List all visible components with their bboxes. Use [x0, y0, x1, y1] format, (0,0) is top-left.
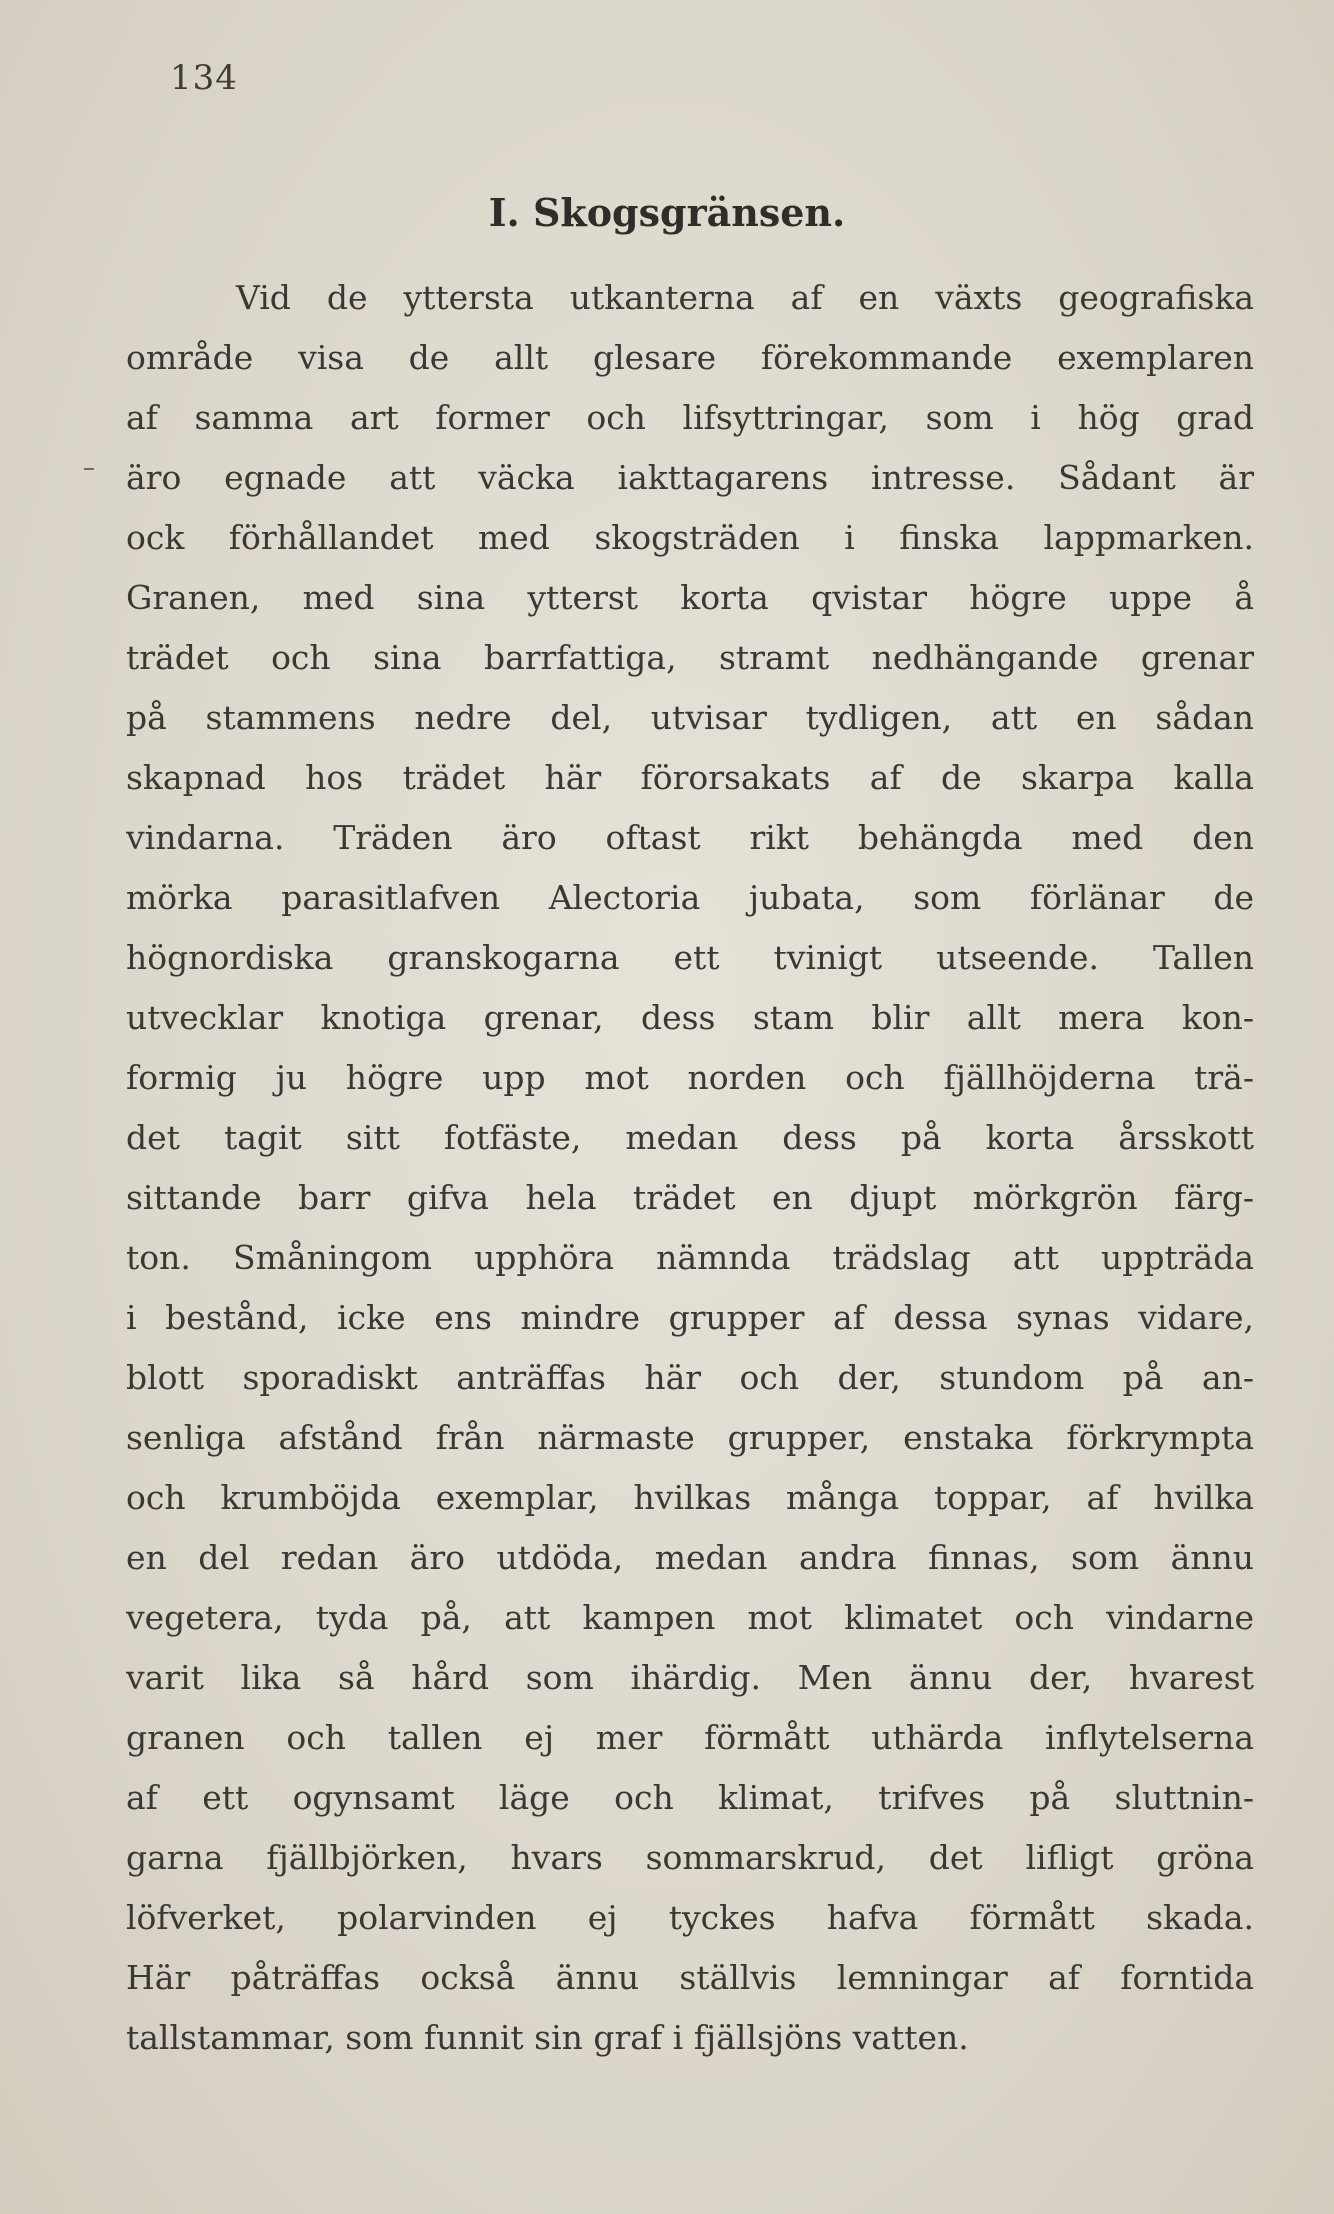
text-line: granen och tallen ej mer förmått uthärda inflytelserna [126, 1718, 1254, 1757]
text-line: sittande barr gifva hela trädet en djupt mörkgrön färg- [126, 1178, 1254, 1217]
margin-mark [84, 468, 94, 470]
text-line: af samma art former och lifsyttringar, som i hög grad [126, 398, 1254, 437]
text-line: löfverket, polarvinden ej tyckes hafva förmått skada. [126, 1898, 1254, 1937]
text-line: af ett ogynsamt läge och klimat, trifves på sluttnin- [126, 1778, 1254, 1817]
text-line: i bestånd, icke ens mindre grupper af dessa synas vidare, [126, 1298, 1254, 1337]
text-line: formig ju högre upp mot norden och fjällhöjderna trä- [126, 1058, 1254, 1097]
text-line: skapnad hos trädet här förorsakats af de skarpa kalla [126, 758, 1254, 797]
text-line: ock förhållandet med skogsträden i finska lappmarken. [126, 518, 1254, 557]
text-line: varit lika så hård som ihärdig. Men ännu der, hvarest [126, 1658, 1254, 1697]
text-line: trädet och sina barrfattiga, stramt nedhängande grenar [126, 638, 1254, 677]
section-heading: I. Skogsgränsen. [488, 190, 846, 235]
text-line: ton. Småningom upphöra nämnda trädslag att uppträda [126, 1238, 1254, 1277]
text-line: senliga afstånd från närmaste grupper, enstaka förkrympta [126, 1418, 1254, 1457]
text-line: tallstammar, som funnit sin graf i fjällsjöns vatten. [126, 2018, 969, 2057]
text-line: utvecklar knotiga grenar, dess stam blir allt mera kon- [126, 998, 1254, 1037]
text-line: Vid de yttersta utkanterna af en växts geografiska [236, 278, 1254, 317]
text-line: vegetera, tyda på, att kampen mot klimatet och vindarne [126, 1598, 1254, 1637]
text-line: det tagit sitt fotfäste, medan dess på korta årsskott [126, 1118, 1254, 1157]
text-line: högnordiska granskogarna ett tvinigt utseende. Tallen [126, 938, 1254, 977]
text-line: mörka parasitlafven Alectoria jubata, som förlänar de [126, 878, 1254, 917]
text-line: blott sporadiskt anträffas här och der, stundom på an- [126, 1358, 1254, 1397]
page-number: 134 [170, 58, 238, 98]
text-line: vindarna. Träden äro oftast rikt behängda med den [126, 818, 1254, 857]
text-line: en del redan äro utdöda, medan andra finnas, som ännu [126, 1538, 1254, 1577]
text-line: Granen, med sina ytterst korta qvistar högre uppe å [126, 578, 1254, 617]
body-paragraph [126, 268, 1254, 2068]
text-line: äro egnade att väcka iakttagarens intresse. Sådant är [126, 458, 1254, 497]
text-line: område visa de allt glesare förekommande exemplaren [126, 338, 1254, 377]
text-line: och krumböjda exemplar, hvilkas många toppar, af hvilka [126, 1478, 1254, 1517]
text-line: garna fjällbjörken, hvars sommarskrud, det lifligt gröna [126, 1838, 1254, 1877]
text-line: på stammens nedre del, utvisar tydligen, att en sådan [126, 698, 1254, 737]
text-line: Här påträffas också ännu ställvis lemningar af forntida [126, 1958, 1254, 1997]
